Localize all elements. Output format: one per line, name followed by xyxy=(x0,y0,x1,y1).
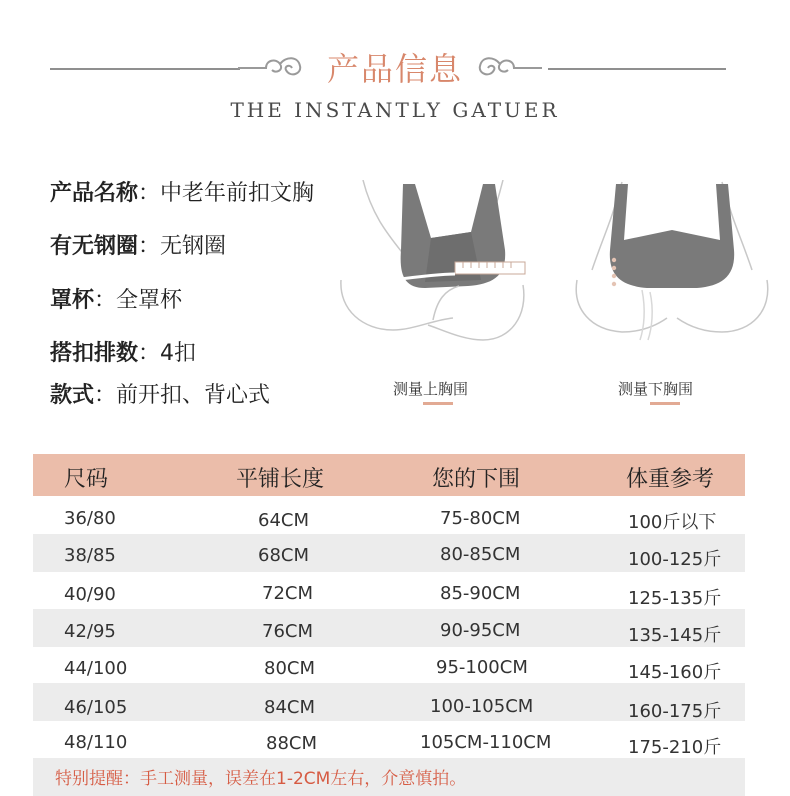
info-colon: ： xyxy=(138,234,161,259)
cell-weight: 100斤以下 xyxy=(628,512,717,533)
cell-size: 42/95 xyxy=(64,621,116,642)
page-title: 产品信息 xyxy=(326,50,463,88)
header-weight: 体重参考 xyxy=(626,467,715,492)
info-value: 无钢圈 xyxy=(160,234,227,259)
cell-size: 40/90 xyxy=(64,584,116,605)
cell-size: 36/80 xyxy=(64,508,116,529)
cell-underbust: 100-105CM xyxy=(430,696,534,717)
info-value: 前开扣、背心式 xyxy=(116,383,271,408)
bra-under-bust-measure-icon xyxy=(572,180,772,355)
cell-length: 76CM xyxy=(262,621,314,642)
cell-size: 46/105 xyxy=(64,697,128,718)
cell-weight: 100-125斤 xyxy=(628,549,722,570)
cell-weight: 125-135斤 xyxy=(628,588,722,609)
info-label: 产品名称 xyxy=(50,181,139,206)
cell-underbust: 80-85CM xyxy=(440,544,521,565)
info-label: 款式 xyxy=(50,383,95,408)
header-flat-length: 平铺长度 xyxy=(236,467,325,492)
info-hook-rows xyxy=(50,336,196,367)
cell-length: 68CM xyxy=(258,545,310,566)
info-cup xyxy=(50,283,182,314)
header-size: 尺码 xyxy=(64,467,109,492)
cell-weight: 160-175斤 xyxy=(628,701,722,722)
cell-underbust: 105CM-110CM xyxy=(420,732,552,753)
info-style xyxy=(50,378,270,409)
cell-size: 48/110 xyxy=(64,732,128,753)
info-label: 罩杯 xyxy=(50,288,95,313)
measurement-note: 特别提醒：手工测量，误差在1-2CM左右，介意慎拍。 xyxy=(55,769,467,789)
cell-weight: 135-145斤 xyxy=(628,625,722,646)
caption-upper-bust: 测量上胸围 xyxy=(393,380,469,398)
cell-size: 38/85 xyxy=(64,545,116,566)
cell-size: 44/100 xyxy=(64,658,128,679)
cell-underbust: 90-95CM xyxy=(440,620,521,641)
caption-under-bust: 测量下胸围 xyxy=(618,380,694,398)
info-label: 有无钢圈 xyxy=(50,234,139,259)
caption-underline xyxy=(650,402,680,405)
info-colon: ： xyxy=(138,181,161,206)
info-colon: ： xyxy=(94,288,117,313)
info-value: 中老年前扣文胸 xyxy=(160,181,315,206)
cell-underbust: 95-100CM xyxy=(436,657,528,678)
cell-length: 72CM xyxy=(262,583,314,604)
cell-length: 84CM xyxy=(264,697,316,718)
info-value: 4扣 xyxy=(160,341,197,366)
header-underbust: 您的下围 xyxy=(432,467,521,492)
cell-underbust: 85-90CM xyxy=(440,583,521,604)
cell-length: 80CM xyxy=(264,658,316,679)
info-colon: ： xyxy=(138,341,161,366)
info-underwire xyxy=(50,229,226,260)
info-value: 全罩杯 xyxy=(116,288,183,313)
page-subtitle: THE INSTANTLY GATUER xyxy=(230,98,560,122)
cell-length: 88CM xyxy=(266,733,318,754)
info-colon: ： xyxy=(94,383,117,408)
bra-upper-bust-measure-icon xyxy=(333,180,533,355)
info-label: 搭扣排数 xyxy=(50,341,139,366)
cell-length: 64CM xyxy=(258,510,310,531)
cell-weight: 145-160斤 xyxy=(628,662,722,683)
cell-underbust: 75-80CM xyxy=(440,508,521,529)
info-product-name xyxy=(50,176,314,207)
cell-weight: 175-210斤 xyxy=(628,737,722,758)
caption-underline xyxy=(423,402,453,405)
